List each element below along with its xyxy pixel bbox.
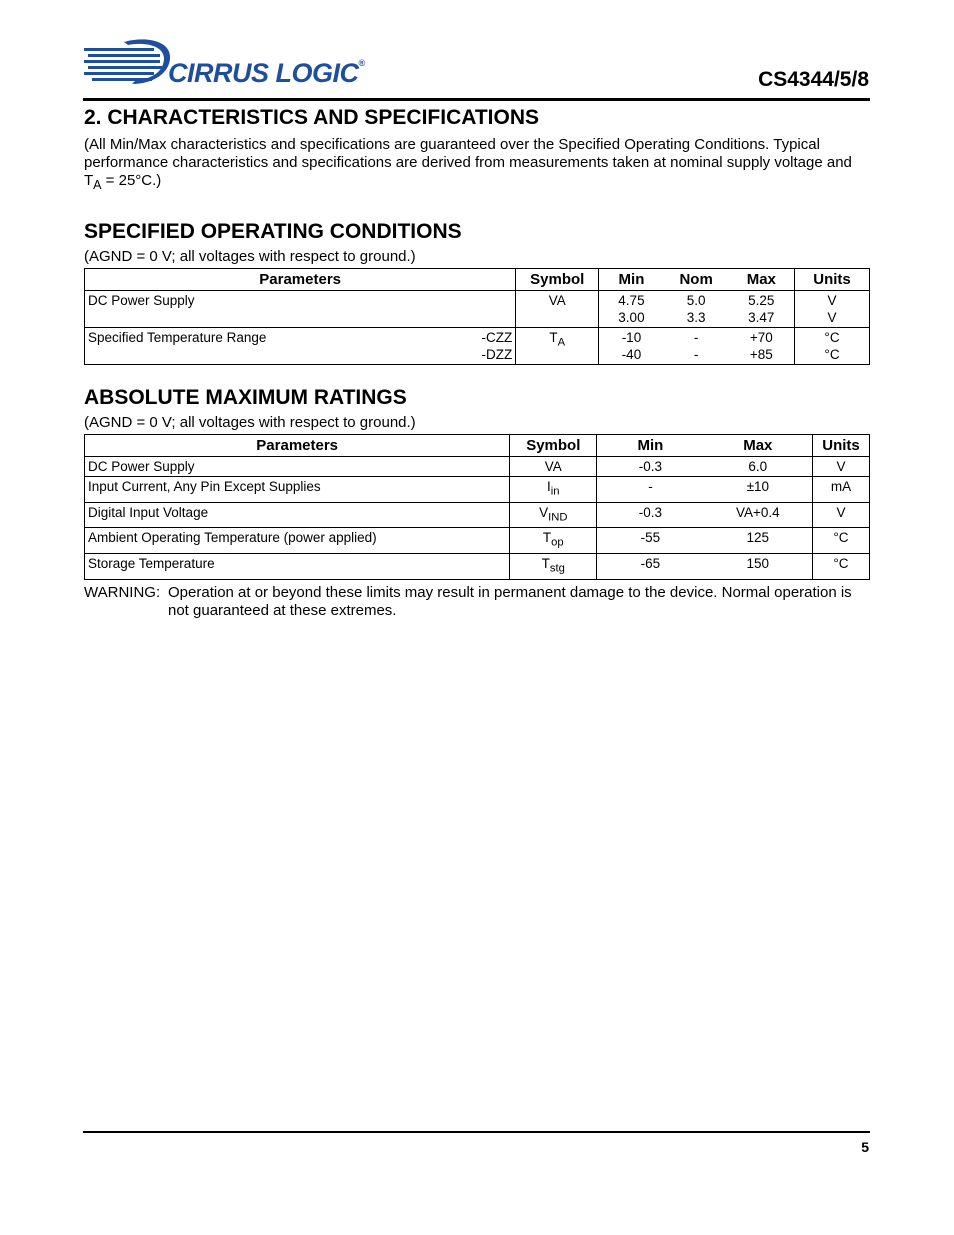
param-suffix: -DZZ [481, 347, 513, 362]
units-cell [795, 328, 870, 365]
amr-header-units: Units [812, 435, 869, 457]
symbol-text: V [539, 504, 549, 520]
param-cell: Ambient Operating Temperature (power applied) [85, 528, 510, 554]
table-row [85, 328, 870, 365]
soc-header-units: Units [795, 269, 870, 291]
symbol-subscript: IND [548, 511, 568, 524]
table-row [85, 477, 870, 503]
min-value: -10 [621, 330, 642, 345]
max-cell: 150 [704, 554, 813, 580]
intro-text: (All Min/Max characteristics and specifications are guaranteed over the Specified Operating Conditions. Typical performance characteristics and specifications are derived from measurements taken at nominal supply voltage and T [84, 136, 852, 189]
table-row [85, 291, 870, 328]
max-cell: 125 [704, 528, 813, 554]
warning-label: WARNING: [84, 583, 161, 601]
nom-value: - [693, 330, 699, 345]
param-cell: Input Current, Any Pin Except Supplies [85, 477, 510, 503]
warning-text: Operation at or beyond these limits may result in permanent damage to the device. Normal operation is not guaranteed at these extremes. [168, 583, 852, 619]
symbol-subscript: in [550, 485, 560, 498]
soc-title: SPECIFIED OPERATING CONDITIONS [84, 220, 462, 243]
min-cell: - [597, 477, 704, 503]
symbol-cell [510, 502, 597, 528]
table-row [85, 502, 870, 528]
max-cell: VA+0.4 [704, 502, 813, 528]
max-cell: 6.0 [704, 457, 813, 477]
units-cell [795, 291, 870, 328]
soc-header-row [85, 269, 870, 291]
max-cell [729, 328, 795, 365]
unit-value: °C [824, 330, 840, 345]
units-cell: °C [812, 528, 869, 554]
soc-table [84, 268, 870, 365]
symbol-text: T [542, 530, 552, 546]
min-cell: -65 [597, 554, 704, 580]
units-cell: V [812, 502, 869, 528]
document-id: CS4344/5/8 [758, 68, 869, 91]
nom-value: 3.3 [686, 310, 706, 325]
max-value: +85 [749, 347, 773, 362]
amr-header-row [85, 435, 870, 457]
symbol-text: I [547, 479, 551, 494]
soc-header-min: Min [599, 269, 664, 291]
header-divider [83, 98, 870, 101]
param-label: DC Power Supply [88, 293, 195, 308]
intro-subscript: A [93, 178, 102, 192]
section-title: 2. CHARACTERISTICS AND SPECIFICATIONS [84, 106, 540, 129]
max-cell: ±10 [704, 477, 813, 503]
section-intro [84, 136, 870, 194]
min-value: -40 [621, 347, 642, 362]
intro-text-end: = 25°C.) [101, 172, 162, 189]
min-cell: -0.3 [597, 502, 704, 528]
soc-header-max: Max [729, 269, 795, 291]
soc-header-nom: Nom [664, 269, 729, 291]
symbol-text: T [541, 556, 550, 572]
param-cell: Storage Temperature [85, 554, 510, 580]
max-value: +70 [749, 330, 773, 345]
nom-value: 5.0 [686, 293, 706, 308]
symbol-subscript: stg [549, 562, 565, 575]
amr-header-symbol: Symbol [510, 435, 597, 457]
units-cell: °C [812, 554, 869, 580]
min-cell: -55 [597, 528, 704, 554]
warning-note [84, 584, 870, 620]
logo-text [168, 58, 365, 89]
nom-cell [664, 291, 729, 328]
amr-condition: (AGND = 0 V; all voltages with respect to ground.) [84, 414, 416, 431]
footer-divider [83, 1131, 870, 1133]
symbol-text: VA [548, 293, 566, 308]
page-number: 5 [861, 1139, 869, 1155]
param-cell [85, 291, 516, 328]
min-cell: -0.3 [597, 457, 704, 477]
param-suffix: -CZZ [481, 330, 513, 345]
param-cell [85, 328, 516, 365]
amr-title: ABSOLUTE MAXIMUM RATINGS [84, 386, 407, 409]
min-value: 3.00 [618, 310, 645, 325]
registered-mark: ® [358, 58, 365, 68]
amr-header-parameters: Parameters [85, 435, 510, 457]
nom-cell [664, 328, 729, 365]
unit-value: V [827, 310, 837, 325]
main-content [84, 104, 870, 620]
table-row [85, 457, 870, 477]
param-cell: Digital Input Voltage [85, 502, 510, 528]
symbol-cell [516, 328, 599, 365]
min-cell [599, 291, 664, 328]
max-value: 3.47 [748, 310, 775, 325]
symbol-cell [516, 291, 599, 328]
max-value: 5.25 [748, 293, 775, 308]
amr-header-min: Min [597, 435, 704, 457]
units-cell: V [812, 457, 869, 477]
symbol-text: T [549, 330, 558, 345]
min-cell [599, 328, 664, 365]
symbol-text: VA [544, 459, 562, 474]
unit-value: °C [824, 347, 840, 362]
symbol-cell [510, 528, 597, 554]
max-cell [729, 291, 795, 328]
soc-condition: (AGND = 0 V; all voltages with respect to ground.) [84, 248, 416, 265]
amr-header-max: Max [704, 435, 813, 457]
soc-header-symbol: Symbol [516, 269, 599, 291]
table-row [85, 528, 870, 554]
nom-value: - [693, 347, 699, 362]
min-value: 4.75 [618, 293, 645, 308]
symbol-cell [510, 554, 597, 580]
soc-header-parameters: Parameters [85, 269, 516, 291]
amr-table [84, 434, 870, 580]
symbol-cell [510, 457, 597, 477]
table-row [85, 554, 870, 580]
symbol-subscript: op [551, 537, 564, 550]
units-cell: mA [812, 477, 869, 503]
param-cell: DC Power Supply [85, 457, 510, 477]
symbol-subscript: A [557, 336, 566, 349]
symbol-cell [510, 477, 597, 503]
logo-wordmark: CIRRUS LOGIC [168, 58, 359, 88]
param-label: Specified Temperature Range [88, 330, 267, 345]
unit-value: V [827, 293, 837, 308]
